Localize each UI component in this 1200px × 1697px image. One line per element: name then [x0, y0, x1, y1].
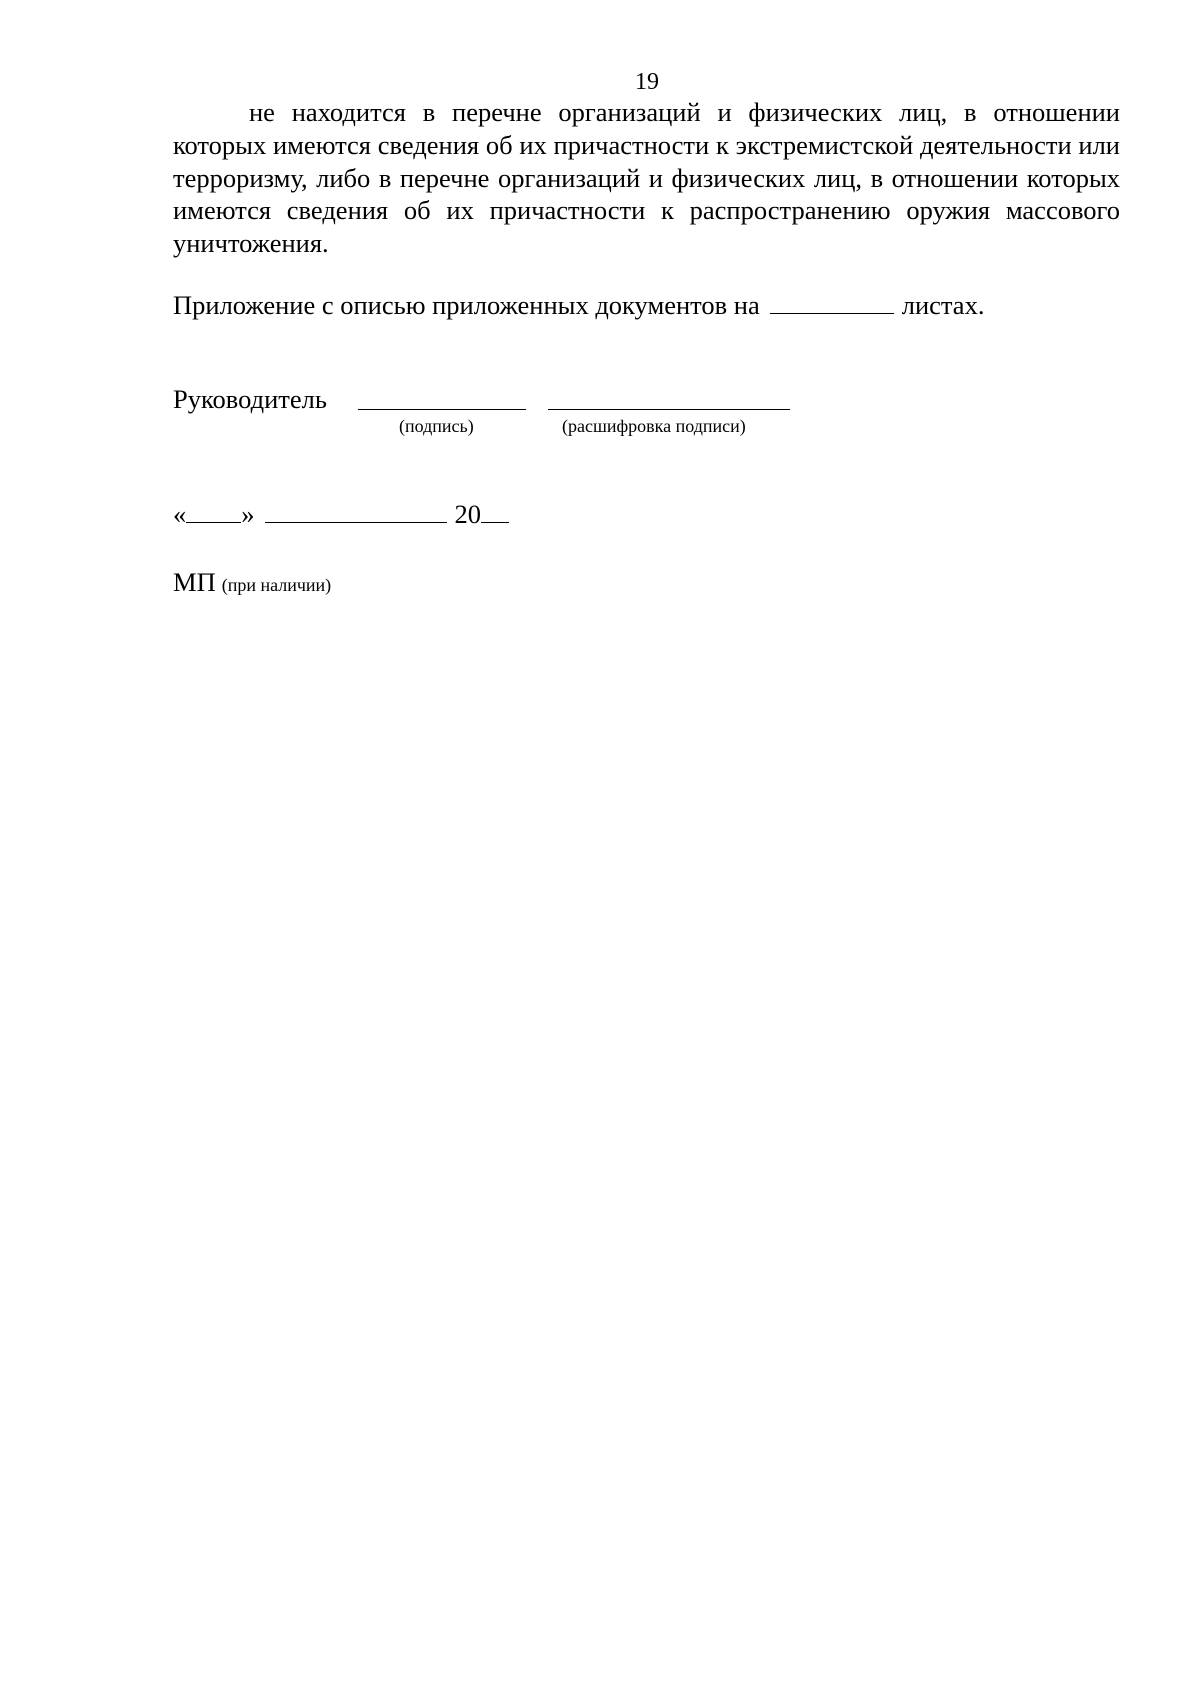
- date-year-prefix: 20: [454, 499, 481, 529]
- stamp-line: [173, 566, 331, 601]
- stamp-label: МП: [173, 567, 216, 597]
- signature-block: [173, 383, 873, 443]
- date-open-quote: «: [173, 499, 187, 529]
- signature-caption: (подпись): [399, 416, 474, 436]
- date-close-quote: »: [241, 499, 255, 529]
- stamp-note: (при наличии): [221, 575, 332, 595]
- signature-blank: [358, 409, 526, 410]
- body-paragraph: не находится в перечне организаций и физических лиц, в отношении которых имеются сведения об их причастности к экстремистской деятельности или терроризму, либо в перечне организаций и физических лиц, в отношении которых имеются сведения об их причастности к распространению оружия массового уничтожения.: [173, 97, 1120, 259]
- date-year-blank: [481, 498, 509, 523]
- attachment-prefix: Приложение с описью приложенных документов на: [173, 290, 760, 320]
- page-number: 19: [635, 69, 659, 95]
- attachment-suffix: листах.: [901, 290, 985, 320]
- signature-decoding-caption: (расшифровка подписи): [562, 416, 746, 436]
- signature-decoding-blank: [548, 409, 790, 410]
- date-day-blank: [186, 498, 241, 523]
- signature-label: Руководитель: [173, 384, 327, 414]
- attachment-line: [173, 289, 984, 321]
- date-line: [173, 498, 509, 530]
- attachment-pages-blank: [770, 289, 894, 314]
- date-month-blank: [265, 498, 447, 523]
